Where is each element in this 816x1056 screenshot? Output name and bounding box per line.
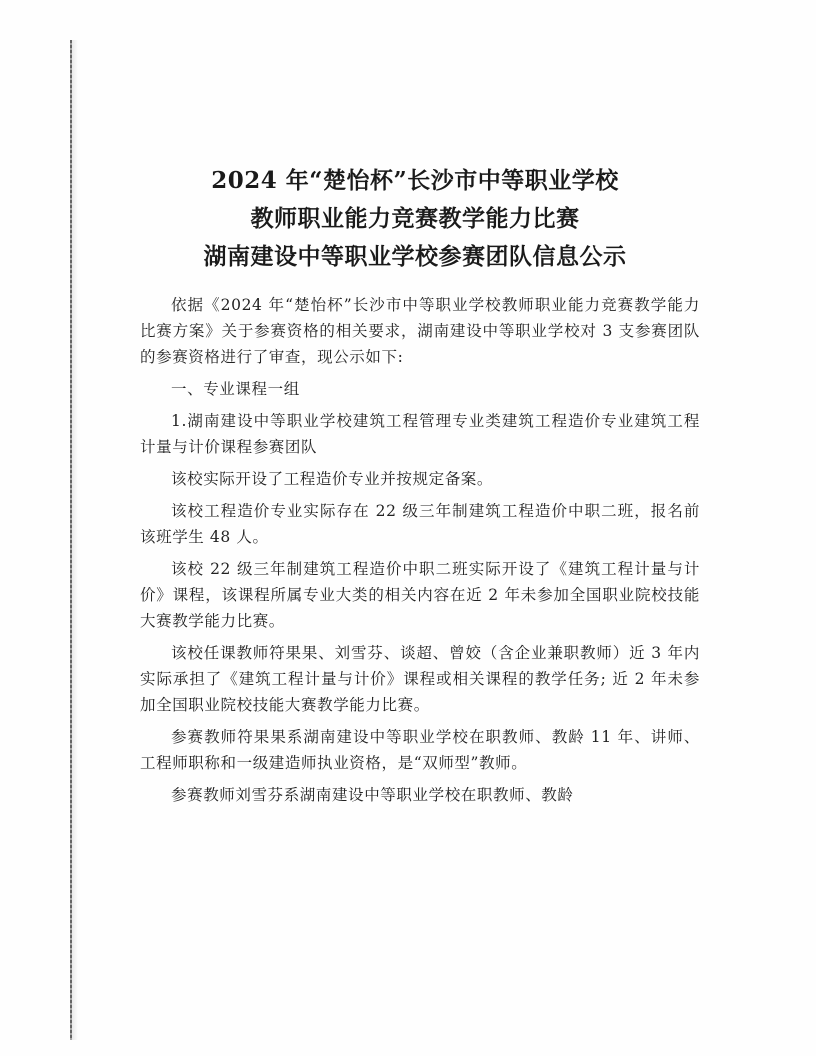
team-heading: 1.湖南建设中等职业学校建筑工程管理专业类建筑工程造价专业建筑工程计量与计价课程参赛团队	[140, 412, 700, 456]
body-paragraph: 该校工程造价专业实际存在 22 级三年制建筑工程造价中职二班，报名前该班学生 48 人。	[140, 502, 700, 546]
intro-paragraph: 依据《2024 年“楚怡杯”长沙市中等职业学校教师职业能力竞赛教学能力比赛方案》关于参赛资格的相关要求，湖南建设中等职业学校对 3 支参赛团队的参赛资格进行了审查，现公示如下:	[140, 296, 700, 366]
section-heading: 一、专业课程一组	[171, 380, 300, 398]
title-line-1: 2024 年“楚怡杯”长沙市中等职业学校	[211, 167, 619, 194]
body-paragraph: 该校实际开设了工程造价专业并按规定备案。	[171, 470, 494, 488]
document-title	[120, 162, 710, 276]
body-paragraph: 参赛教师刘雪芬系湖南建设中等职业学校在职教师、教龄	[171, 786, 574, 804]
title-line-3: 湖南建设中等职业学校参赛团队信息公示	[203, 243, 627, 270]
body-paragraph: 该校 22 级三年制建筑工程造价中职二班实际开设了《建筑工程计量与计价》课程，该课程所属专业大类的相关内容在近 2 年未参加全国职业院校技能大赛教学能力比赛。	[140, 560, 700, 630]
title-line-2: 教师职业能力竞赛教学能力比赛	[250, 205, 580, 232]
body-paragraph: 该校任课教师符果果、刘雪芬、谈超、曾姣（含企业兼职教师）近 3 年内实际承担了《建筑工程计量与计价》课程或相关课程的教学任务; 近 2 年未参加全国职业院校技能大赛教学能力比赛。	[140, 644, 700, 714]
document-body	[140, 292, 700, 814]
body-paragraph: 参赛教师符果果系湖南建设中等职业学校在职教师、教龄 11 年、讲师、工程师职称和一级建造师执业资格，是“双师型”教师。	[140, 728, 700, 772]
scan-edge-shadow	[72, 40, 78, 1040]
